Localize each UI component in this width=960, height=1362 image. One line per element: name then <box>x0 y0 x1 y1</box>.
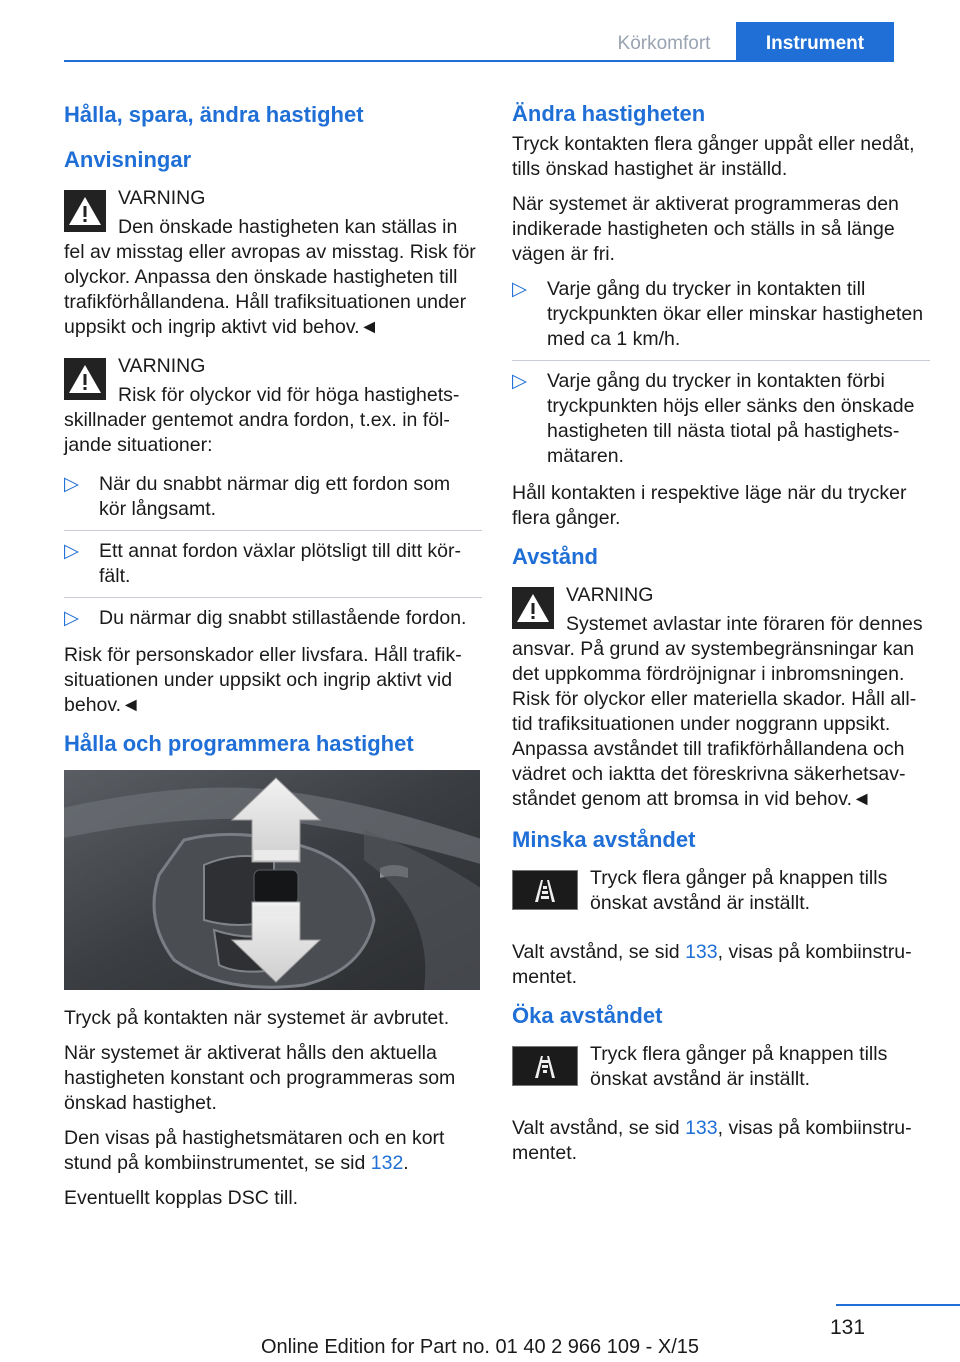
paragraph: Eventuellt kopplas DSC till. <box>64 1187 299 1209</box>
increase-distance-row <box>512 1042 930 1102</box>
paragraph: När systemet är aktiverat programmeras den indikerade hastigheten och ställs in så länge vägen är fri. <box>512 193 899 265</box>
list-item: ▷ När du snabbt närmar dig ett fordon som kör långsamt. <box>64 472 482 531</box>
subsection-title-increase: Öka avståndet <box>512 1003 663 1028</box>
list-item: ▷ Ett annat fordon växlar plötsligt till ditt körfält. <box>64 539 482 598</box>
right-column <box>512 100 930 1176</box>
section-tab-korkomfort[interactable]: Körkomfort <box>617 33 711 54</box>
paragraph: Tryck flera gånger på knappen tills önskat avstånd är inställt. <box>590 867 888 914</box>
paragraph: Valt avstånd, se sid 133, visas på kombiinstrumentet. <box>512 1117 912 1164</box>
section-tab-instrument[interactable]: Instrument <box>736 22 894 62</box>
footer-rule <box>836 1304 960 1306</box>
paragraph: Tryck på kontakten när systemet är avbrutet. <box>64 1007 450 1029</box>
triangle-bullet-icon: ▷ <box>512 278 527 300</box>
paragraph: Den visas på hastighetsmätaren och en kort stund på kombiinstrumentet, se sid 132. <box>64 1127 445 1174</box>
warning-block-2 <box>64 354 482 458</box>
steering-wheel-switch-photo <box>64 770 480 990</box>
paragraph: Håll kontakten i respektive läge när du trycker flera gånger. <box>512 482 907 529</box>
subsection-title-change: Ändra hastigheten <box>512 101 706 126</box>
warning-title: VARNING <box>566 584 654 606</box>
warning-triangle-icon <box>64 190 106 232</box>
warning-text: Systemet avlastar inte föraren för dennes ansvar. På grund av systembegränsningar kan det uppkomma fördröjnignar i inbromsningen. Risk för olyckor eller materiella skador. Håll alltid trafiksituationen under noggrann uppsikt. Anpassa avståndet till trafikförhållandena och vädret och iaktta det föreskrivna säkerhetsavståndet genom att bromsa in vid behov.◄ <box>512 613 923 810</box>
paragraph: Tryck kontakten flera gånger uppåt eller nedåt, tills önskad hastighet är inställd. <box>512 133 915 180</box>
left-column <box>64 100 482 1221</box>
distance-button-icon <box>512 1046 578 1086</box>
warning-block-3 <box>512 583 930 812</box>
warning-block-1 <box>64 186 482 340</box>
warning-text: Risk för olyckor vid för höga hastighetsskillnader gentemot andra fordon, t.ex. in följande situationer: <box>64 384 460 456</box>
section-title: Hålla, spara, ändra hastighet <box>64 102 364 127</box>
triangle-bullet-icon: ▷ <box>512 370 527 392</box>
paragraph: När systemet är aktiverat hålls den aktuella hastigheten konstant och programmeras som önskad hastighet. <box>64 1042 456 1114</box>
page-link-132[interactable]: 132 <box>370 1152 404 1174</box>
triangle-bullet-icon: ▷ <box>64 473 79 495</box>
bullet-list <box>512 277 930 477</box>
list-item: ▷ Varje gång du trycker in kontakten förbi tryckpunkten höjs eller sänks den önskade hastigheten till nästa tiotal på hastighetsmätaren. <box>512 370 915 467</box>
warning-text: Den önskade hastigheten kan ställas in fel av misstag eller avropas av misstag. Risk för olyckor. Anpassa den önskade hastigheten till trafikförhållandena. Håll trafiksituationen under uppsikt och ingrip aktivt vid behov.◄ <box>64 216 476 338</box>
header-rule <box>64 60 894 62</box>
subsection-title-decrease: Minska avståndet <box>512 827 696 852</box>
paragraph: Valt avstånd, se sid 133, visas på kombiinstrumentet. <box>512 941 912 988</box>
paragraph: Tryck flera gånger på knappen tills önskat avstånd är inställt. <box>590 1043 888 1090</box>
warning-title: VARNING <box>118 187 206 209</box>
triangle-bullet-icon: ▷ <box>64 607 79 629</box>
subsection-title-notes: Anvisningar <box>64 147 192 172</box>
distance-button-icon <box>512 870 578 910</box>
warning-triangle-icon <box>512 587 554 629</box>
edition-footer: Online Edition for Part no. 01 40 2 966 109 - X/15 <box>260 1336 700 1358</box>
subsection-title-program: Hålla och programmera hastighet <box>64 731 414 756</box>
page-number: 131 <box>830 1316 866 1339</box>
list-item: ▷ Du närmar dig snabbt stillastående fordon. <box>64 607 467 629</box>
subsection-title-distance: Avstånd <box>512 544 598 569</box>
page-link-133[interactable]: 133 <box>685 941 718 963</box>
warning-title: VARNING <box>118 355 206 377</box>
bullet-list <box>64 472 482 639</box>
decrease-distance-row <box>512 866 930 926</box>
list-item: ▷ Varje gång du trycker in kontakten till tryckpunkten ökar eller minskar hastigheten med ca 1 km/h. <box>512 277 930 361</box>
page-link-133[interactable]: 133 <box>685 1117 718 1139</box>
triangle-bullet-icon: ▷ <box>64 540 79 562</box>
warning-triangle-icon <box>64 358 106 400</box>
page-header <box>0 0 960 62</box>
warning-conclusion: Risk för personskador eller livsfara. Håll trafiksituationen under uppsikt och ingrip aktivt vid behov.◄ <box>64 644 462 716</box>
